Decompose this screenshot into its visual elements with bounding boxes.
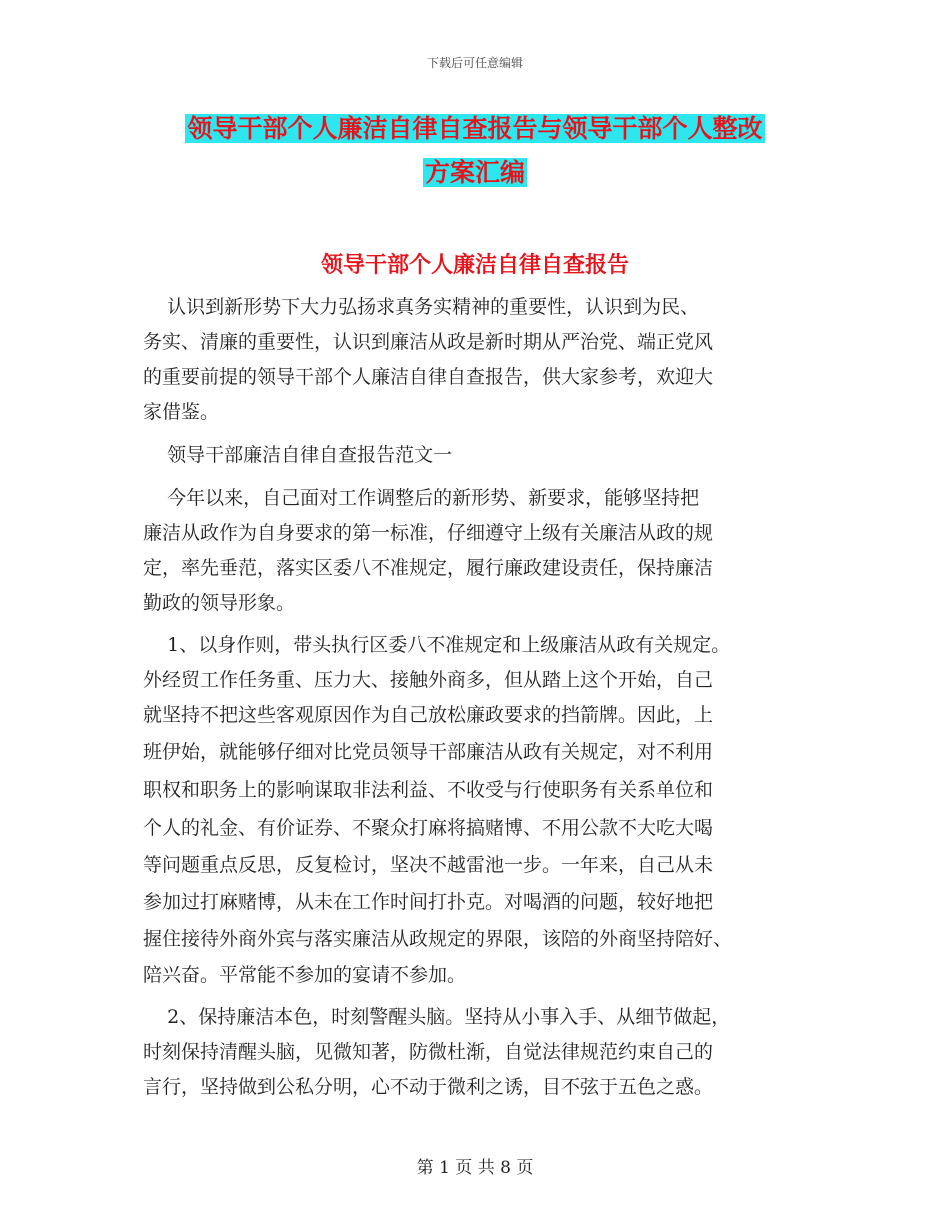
body-line: 就坚持不把这些客观原因作为自己放松廉政要求的挡箭牌。因此，上 — [143, 704, 714, 726]
body-line: 握住接待外商外宾与落实廉洁从政规定的界限，该陪的外商坚持陪好、 — [143, 928, 733, 950]
body-line: 定，率先垂范，落实区委八不准规定，履行廉政建设责任，保持廉洁 — [143, 557, 714, 579]
body-line: 的重要前提的领导干部个人廉洁自律自查报告，供大家参考，欢迎大 — [143, 366, 714, 388]
body-line: 时刻保持清醒头脑，见微知著，防微杜渐，自觉法律规范约束自己的 — [143, 1041, 714, 1063]
body-line: 班伊始，就能够仔细对比党员领导干部廉洁从政有关规定，对不利用 — [143, 741, 714, 763]
body-line: 言行，坚持做到公私分明，心不动于微利之诱，目不弦于五色之惑。 — [143, 1076, 714, 1098]
body-line: 外经贸工作任务重、压力大、接触外商多，但从踏上这个开始，自己 — [143, 669, 714, 691]
title-highlight: 方案汇编 — [424, 158, 525, 187]
document-title-line-1 — [0, 112, 950, 146]
title-highlight: 领导干部个人廉洁自律自查报告与领导干部个人整改 — [187, 114, 763, 143]
body-line: 等问题重点反思，反复检讨，坚决不越雷池一步。一年来，自己从未 — [143, 854, 714, 876]
body-line: 1、以身作则，带头执行区委八不准规定和上级廉洁从政有关规定。 — [143, 634, 731, 656]
body-line: 2、保持廉洁本色，时刻警醒头脑。坚持从小事入手、从细节做起， — [143, 1006, 731, 1028]
body-line: 陪兴奋。平常能不参加的宴请不参加。 — [143, 964, 467, 986]
body-line: 个人的礼金、有价证券、不聚众打麻将搞赌博、不用公款不大吃大喝 — [143, 817, 714, 839]
body-line: 廉洁从政作为自身要求的第一标准，仔细遵守上级有关廉洁从政的规 — [143, 522, 714, 544]
body-line: 认识到新形势下大力弘扬求真务实精神的重要性，认识到为民、 — [143, 296, 700, 318]
page-header-note: 下载后可任意编辑 — [426, 56, 523, 70]
body-line: 今年以来，自己面对工作调整后的新形势、新要求，能够坚持把 — [143, 487, 700, 509]
document-title-line-2 — [0, 156, 950, 190]
body-line: 务实、清廉的重要性，认识到廉洁从政是新时期从严治党、端正党风 — [143, 331, 714, 353]
body-line: 参加过打麻赌博，从未在工作时间打扑克。对喝酒的问题，较好地把 — [143, 891, 714, 913]
body-line: 职权和职务上的影响谋取非法利益、不收受与行使职务有关系单位和 — [143, 779, 714, 801]
section-title: 领导干部个人廉洁自律自查报告 — [320, 252, 629, 278]
body-line: 领导干部廉洁自律自查报告范文一 — [143, 444, 453, 466]
body-line: 勤政的领导形象。 — [143, 592, 296, 614]
body-line: 家借鉴。 — [143, 401, 220, 423]
page-number-footer: 第 1 页 共 8 页 — [416, 1158, 534, 1178]
